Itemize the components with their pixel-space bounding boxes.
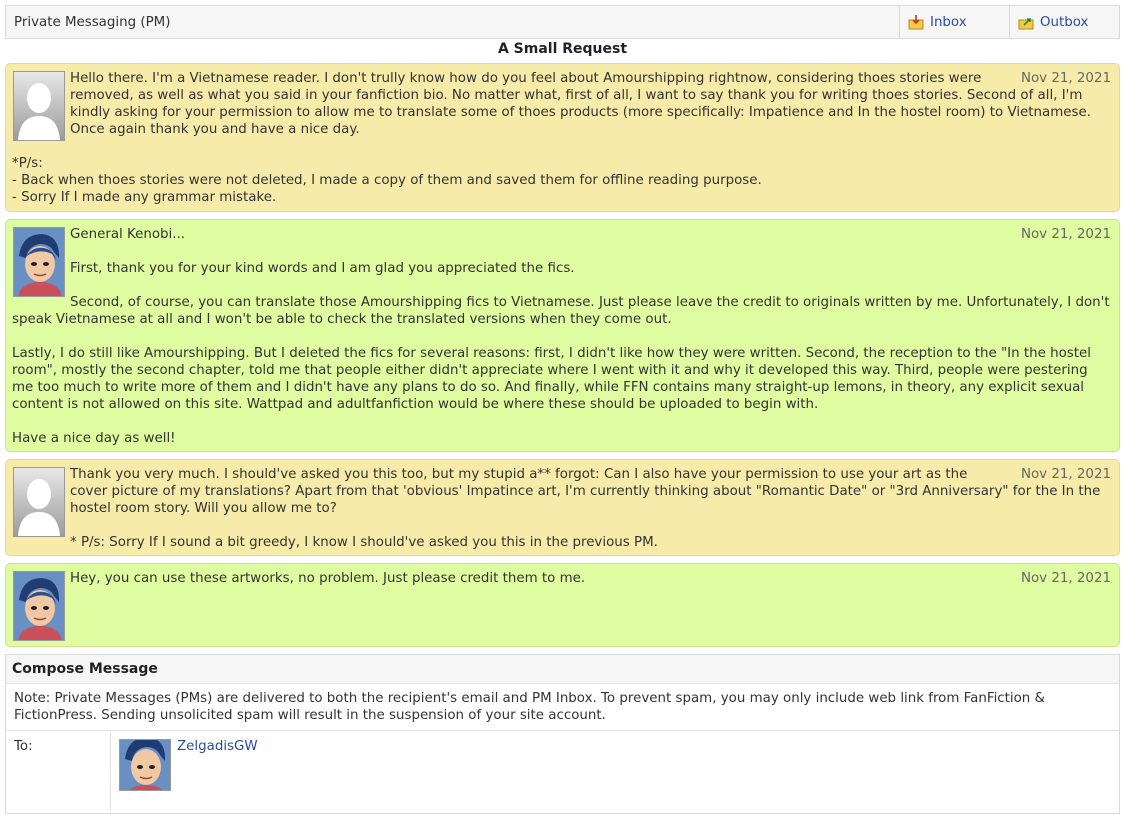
message-text: Thank you very much. I should've asked you this too, but my stupid a** forgot: Can I also have your permission to use your art as the cover picture of my translations? Apart from that 'obvious' Impatince art, I'm currently thinking about "Romantic Date" or "3rd Anniversary" for the In the hostel room story. Will you allow me to? bbox=[70, 467, 1101, 516]
anime-avatar-icon[interactable] bbox=[13, 571, 65, 641]
compose-panel bbox=[5, 654, 1120, 814]
message-text: - Back when thoes stories were not deleted, I made a copy of them and saved them for offline reading purpose. bbox=[12, 173, 762, 188]
to-row bbox=[6, 731, 1119, 811]
pm-header-bar bbox=[5, 5, 1120, 39]
message-text: Hey, you can use these artworks, no problem. Just please credit them to me. bbox=[70, 571, 586, 586]
inbox-label: Inbox bbox=[930, 14, 967, 30]
recipient-avatar-icon[interactable] bbox=[119, 739, 171, 791]
recipient-field bbox=[111, 731, 266, 811]
outbox-button[interactable] bbox=[1009, 6, 1119, 38]
message-date: Nov 21, 2021 bbox=[1020, 71, 1111, 86]
default-avatar-icon[interactable] bbox=[13, 71, 65, 141]
message-text: - Sorry If I made any grammar mistake. bbox=[12, 190, 277, 205]
inbox-icon bbox=[908, 14, 924, 30]
message-text: Have a nice day as well! bbox=[12, 431, 176, 446]
default-avatar-icon[interactable] bbox=[13, 467, 65, 537]
message-item bbox=[5, 219, 1120, 452]
message-subject: A Small Request bbox=[497, 41, 628, 57]
outbox-label: Outbox bbox=[1040, 14, 1089, 30]
message-date: Nov 21, 2021 bbox=[1020, 467, 1111, 482]
message-text: General Kenobi... bbox=[70, 227, 186, 242]
message-date: Nov 21, 2021 bbox=[1020, 227, 1111, 242]
message-text: First, thank you for your kind words and I am glad you appreciated the fics. bbox=[70, 261, 575, 276]
compose-note: Note: Private Messages (PMs) are delivered to both the recipient's email and PM Inbox. To prevent spam, you may only include web link from FanFiction & FictionPress. Sending unsolicited spam will result in the suspension of your site account. bbox=[6, 684, 1119, 731]
inbox-button[interactable] bbox=[899, 6, 1009, 38]
message-text: Second, of course, you can translate those Amourshipping fics to Vietnamese. Just please leave the credit to originals written by me. Unfortunately, I don't speak Vietnamese at all and I won't be able to check the translated versions when they come out. bbox=[12, 295, 1110, 327]
message-text: *P/s: bbox=[12, 156, 43, 171]
anime-avatar-icon[interactable] bbox=[13, 227, 65, 297]
message-item bbox=[5, 63, 1120, 212]
recipient-link[interactable]: ZelgadisGW bbox=[177, 739, 258, 754]
message-text: * P/s: Sorry If I sound a bit greedy, I know I should've asked you this in the previous PM. bbox=[70, 535, 658, 550]
message-item bbox=[5, 563, 1120, 647]
page-title: Private Messaging (PM) bbox=[14, 14, 171, 30]
message-date: Nov 21, 2021 bbox=[1020, 571, 1111, 586]
compose-title: Compose Message bbox=[6, 655, 1119, 684]
outbox-icon bbox=[1018, 14, 1034, 30]
to-label: To: bbox=[6, 731, 111, 811]
message-item bbox=[5, 459, 1120, 556]
message-text: Hello there. I'm a Vietnamese reader. I don't trully know how do you feel about Amourshipping rightnow, considering thoes stories were removed, as well as what you said in your fanfiction bio. No matter what, first of all, I want to say thank you for writing thoes stories. Second of all, I'm kindly asking for your permission to allow me to translate some of thoes products (more specifically: Impatience and In the hostel room) to Vietnamese. Once again thank you and have a nice day. bbox=[70, 71, 1091, 137]
message-text: Lastly, I do still like Amourshipping. But I deleted the fics for several reasons: first, I didn't like how they were written. Second, the reception to the "In the hostel room", mostly the second chapter, told me that people either didn't appreciate where I went with it and why it developed this way. Third, people were pestering me too much to write more of them and I didn't have any plans to do so. And finally, while FFN contains many straight-up lemons, in theory, any explicit sexual content is not allowed on this site. Wattpad and adultfanfiction would be where these should be uploaded to begin with. bbox=[12, 346, 1091, 412]
